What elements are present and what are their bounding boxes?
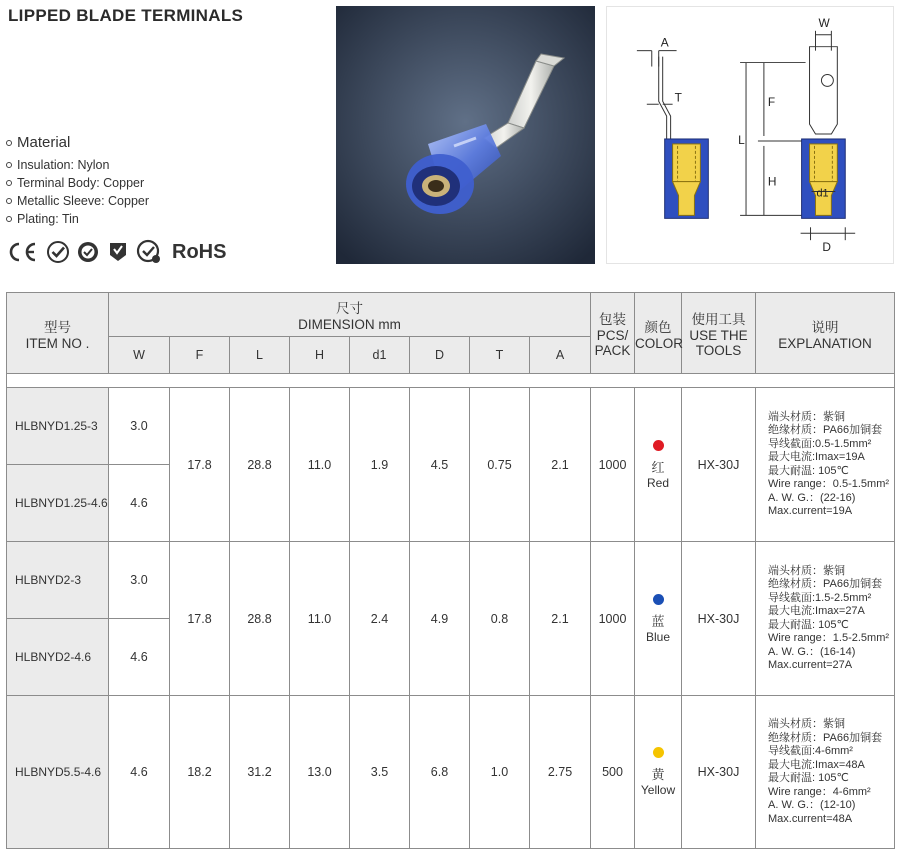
table-row: [7, 388, 895, 465]
header-item-cn: 型号: [44, 319, 71, 335]
bullet-icon: [6, 180, 12, 186]
material-item: [6, 156, 149, 174]
dim-label-a: A: [660, 35, 669, 50]
dimension-drawing: [606, 6, 894, 264]
material-item: [6, 210, 149, 228]
color-cn: 蓝: [651, 613, 665, 629]
expl-line: 绝缘材质：PA66加铜套: [768, 731, 883, 744]
header-pack-en1: PCS/: [596, 328, 629, 343]
ce-mark-icon: [6, 240, 40, 264]
expl-line: 最大耐温: 105℃: [768, 618, 849, 631]
item-no: HLBNYD5.5-4.6: [7, 696, 109, 849]
item-no: HLBNYD1.25-3: [7, 388, 109, 465]
expl-line: A. W. G.：(12-10): [768, 799, 856, 811]
header-pack: [591, 293, 635, 374]
material-list: [6, 156, 149, 228]
red-color-dot-icon: [653, 440, 664, 451]
cell-h: 11.0: [290, 388, 350, 542]
cell-color: [635, 696, 682, 849]
table-row: [7, 696, 895, 849]
expl-line: 最大电流:Imax=27A: [768, 605, 865, 617]
cell-l: 28.8: [230, 542, 290, 696]
header-dim-l: L: [230, 337, 290, 374]
material-item: [6, 174, 149, 192]
cell-w: 4.6: [109, 696, 170, 849]
color-cn: 黄: [651, 767, 665, 782]
expl-line: 最大耐温: 105℃: [768, 464, 849, 477]
expl-line: Max.current=27A: [768, 659, 853, 671]
cell-color: [635, 388, 682, 542]
cell-t: 1.0: [470, 696, 530, 849]
header-item: [7, 293, 109, 374]
header-dim-t: T: [470, 337, 530, 374]
cell-w: 4.6: [109, 619, 170, 696]
expl-line: 最大电流:Imax=19A: [768, 451, 865, 463]
header-tools-en1: USE THE: [689, 328, 748, 343]
cell-t: 0.75: [470, 388, 530, 542]
blue-color-dot-icon: [653, 594, 664, 605]
color-en: Blue: [645, 629, 671, 644]
product-photo: [336, 6, 595, 264]
cell-f: 18.2: [170, 696, 230, 849]
header-dim-cn: 尺寸: [336, 301, 363, 316]
dim-label-f: F: [767, 95, 776, 110]
header-pack-cn: 包装: [599, 312, 626, 327]
bullet-icon: [6, 216, 12, 222]
expl-line: 端头材质：紫铜: [768, 564, 845, 577]
item-no: HLBNYD1.25-4.6: [7, 465, 109, 542]
cell-l: 31.2: [230, 696, 290, 849]
cell-explanation: [756, 388, 895, 542]
page-title: LIPPED BLADE TERMINALS: [8, 6, 244, 25]
cell-d1: 1.9: [350, 388, 410, 542]
cell-pack: 500: [591, 696, 635, 849]
expl-line: Max.current=19A: [768, 505, 853, 517]
expl-line: 端头材质：紫铜: [768, 410, 845, 423]
expl-line: 绝缘材质：PA66加铜套: [768, 424, 883, 436]
dim-label-d: D: [822, 240, 832, 255]
expl-line: Max.current=48A: [768, 812, 853, 825]
cell-d1: 3.5: [350, 696, 410, 849]
expl-line: 最大电流:Imax=48A: [768, 758, 865, 771]
material-item-label: Terminal Body: Copper: [17, 176, 145, 190]
header-explanation: [756, 293, 895, 374]
cell-w: 3.0: [109, 542, 170, 619]
header-expl-cn: 说明: [811, 319, 839, 335]
header-expl-en: EXPLANATION: [778, 335, 872, 351]
item-no: HLBNYD2-4.6: [7, 619, 109, 696]
cell-a: 2.1: [530, 388, 591, 542]
cell-h: 13.0: [290, 696, 350, 849]
cell-pack: 1000: [591, 388, 635, 542]
cell-f: 17.8: [170, 542, 230, 696]
quality-seal-icon: [106, 240, 130, 264]
header-dimension: [109, 293, 591, 337]
cell-a: 2.75: [530, 696, 591, 849]
material-item: [6, 192, 149, 210]
cell-explanation: [756, 542, 895, 696]
expl-line: 导线截面:1.5-2.5mm²: [768, 591, 872, 604]
cell-pack: 1000: [591, 542, 635, 696]
cell-l: 28.8: [230, 388, 290, 542]
rohs-mark: RoHS: [172, 240, 227, 263]
color-en: Yellow: [640, 783, 676, 797]
cell-d: 6.8: [410, 696, 470, 849]
item-no: HLBNYD2-3: [7, 542, 109, 619]
cell-w: 4.6: [109, 465, 170, 542]
expl-line: Wire range：0.5-1.5mm²: [768, 478, 890, 490]
expl-line: 导线截面:4-6mm²: [768, 745, 853, 757]
header-tools-en2: TOOLS: [695, 343, 742, 358]
header-dim-a: A: [530, 337, 591, 374]
cell-explanation: [756, 696, 895, 849]
dim-label-w: W: [818, 15, 830, 30]
cell-t: 0.8: [470, 542, 530, 696]
table-row: [7, 542, 895, 619]
material-heading: [6, 134, 70, 151]
header-pack-en2: PACK: [594, 343, 631, 358]
spec-table: [6, 292, 895, 849]
cell-tools: HX-30J: [682, 388, 756, 542]
expl-line: 导线截面:0.5-1.5mm²: [768, 437, 872, 450]
bullet-icon: [6, 162, 12, 168]
header-tools: [682, 293, 756, 374]
header-dim-d: D: [410, 337, 470, 374]
header-dim-en: DIMENSION mm: [298, 317, 401, 332]
expl-line: 绝缘材质：PA66加铜套: [768, 578, 883, 590]
cell-f: 17.8: [170, 388, 230, 542]
material-heading-label: Material: [17, 134, 71, 151]
cell-tools: HX-30J: [682, 542, 756, 696]
cell-a: 2.1: [530, 542, 591, 696]
expl-line: A. W. G.：(22-16): [768, 491, 856, 504]
expl-line: Wire range：1.5-2.5mm²: [768, 632, 890, 644]
header-tools-cn: 使用工具: [691, 312, 746, 327]
header-item-en: ITEM NO .: [25, 335, 90, 351]
color-cn: 红: [651, 459, 665, 475]
cell-h: 11.0: [290, 542, 350, 696]
dim-label-h: H: [767, 174, 777, 189]
header-color: [635, 293, 682, 374]
header-dim-f: F: [170, 337, 230, 374]
bullet-icon: [6, 140, 12, 146]
expl-line: Wire range：4-6mm²: [768, 785, 871, 798]
cell-tools: HX-30J: [682, 696, 756, 849]
header-dim-d1: d1: [350, 337, 410, 374]
color-en: Red: [646, 475, 669, 490]
expl-line: A. W. G.：(16-14): [768, 645, 856, 658]
cell-d1: 2.4: [350, 542, 410, 696]
header-dim-h: H: [290, 337, 350, 374]
expl-line: 最大耐温: 105℃: [768, 772, 849, 784]
header-color-en: COLOR: [635, 335, 684, 351]
header-color-cn: 颜色: [644, 319, 672, 335]
dim-label-d1: d1: [816, 187, 829, 200]
ccc-seal-icon: [76, 240, 100, 264]
cell-w: 3.0: [109, 388, 170, 465]
yellow-color-dot-icon: [653, 747, 664, 758]
material-item-label: Plating: Tin: [17, 212, 79, 226]
dim-label-t: T: [674, 90, 682, 105]
check-seal-icon: [46, 240, 70, 264]
sgs-seal-icon: [136, 239, 162, 265]
cell-color: [635, 542, 682, 696]
material-item-label: Metallic Sleeve: Copper: [17, 194, 150, 208]
expl-line: 端头材质：紫铜: [768, 718, 845, 730]
bullet-icon: [6, 198, 12, 204]
cell-d: 4.9: [410, 542, 470, 696]
material-item-label: Insulation: Nylon: [17, 158, 110, 172]
cell-d: 4.5: [410, 388, 470, 542]
dim-label-l: L: [738, 132, 745, 147]
header-dim-w: W: [109, 337, 170, 374]
certification-logos: [6, 238, 226, 266]
